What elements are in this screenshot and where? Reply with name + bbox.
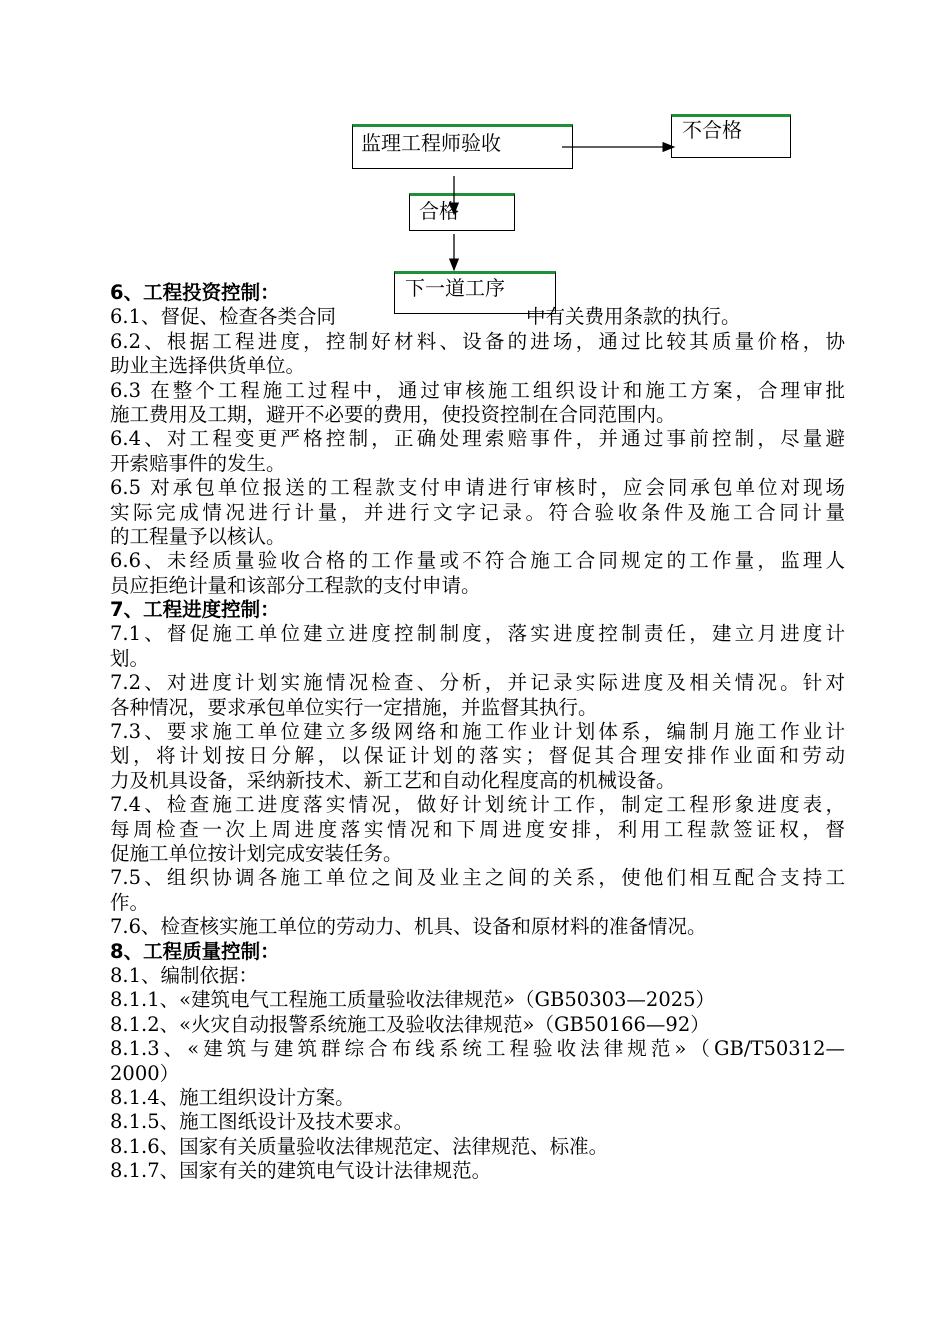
paragraph-6-4: 6.4、对工程变更严格控制，正确处理索赔事件，并通过事前控制，尽量避 bbox=[110, 427, 845, 451]
paragraph-7-3-end: 力及机具设备，采纳新技术、新工艺和自动化程度高的机械设备。 bbox=[110, 768, 676, 792]
pass-label: 合格 bbox=[419, 199, 459, 223]
paragraph-7-3: 7.3、要求施工单位建立多级网络和施工作业计划体系，编制月施工作业计 bbox=[110, 720, 845, 744]
section-heading-6: 6、工程投资控制： bbox=[110, 281, 280, 304]
paragraph-7-4: 7.4、检查施工进度落实情况，做好计划统计工作，制定工程形象进度表， bbox=[110, 793, 845, 817]
paragraph-7-1-cont: 划。 bbox=[110, 646, 150, 670]
paragraph-6-2: 6.2、根据工程进度，控制好材料、设备的进场，通过比较其质量价格，协 bbox=[110, 329, 845, 353]
document-body bbox=[110, 281, 845, 1183]
paragraph-6-6: 6.6、未经质量验收合格的工作量或不符合施工合同规定的工作量，监理人 bbox=[110, 549, 845, 573]
paragraph-8-1-6: 8.1.6、国家有关质量验收法律规范定、法律规范、标准。 bbox=[110, 1134, 609, 1158]
paragraph-8-1-3: 8.1.3、«建筑与建筑群综合布线系统工程验收法律规范»（GB/T50312— bbox=[110, 1037, 845, 1061]
paragraph-6-3: 6.3 在整个工程施工过程中，通过审核施工组织设计和施工方案，合理审批 bbox=[110, 378, 845, 402]
section-heading-7: 7、工程进度控制： bbox=[110, 598, 280, 622]
paragraph-7-6: 7.6、检查核实施工单位的劳动力、机具、设备和原材料的准备情况。 bbox=[110, 915, 707, 939]
paragraph-8-1-5: 8.1.5、施工图纸设计及技术要求。 bbox=[110, 1110, 414, 1134]
paragraph-7-3-cont: 划，将计划按日分解，以保证计划的落实；督促其合理安排作业面和劳动 bbox=[110, 744, 845, 768]
paragraph-8-1-1: 8.1.1、«建筑电气工程施工质量验收法律规范»（GB50303—2025） bbox=[110, 988, 716, 1012]
paragraph-8-1-3-cont: 2000） bbox=[110, 1061, 180, 1085]
paragraph-7-4-cont: 每周检查一次上周进度落实情况和下周进度安排，利用工程款签证权，督 bbox=[110, 817, 845, 841]
paragraph-6-3-cont: 施工费用及工期，避开不必要的费用，使投资控制在合同范围内。 bbox=[110, 402, 676, 426]
paragraph-8-1: 8.1、编制依据： bbox=[110, 963, 259, 987]
paragraph-6-6-cont: 员应拒绝计量和该部分工程款的支付申请。 bbox=[110, 573, 481, 597]
paragraph-7-2-cont: 各种情况，要求承包单位实行一定措施，并监督其执行。 bbox=[110, 695, 598, 719]
paragraph-6-5-end: 的工程量予以核认。 bbox=[110, 524, 286, 548]
paragraph-8-1-2: 8.1.2、«火灾自动报警系统施工及验收法律规范»（GB50166—92） bbox=[110, 1012, 710, 1036]
paragraph-8-1-4: 8.1.4、施工组织设计方案。 bbox=[110, 1085, 355, 1109]
paragraph-7-1: 7.1、督促施工单位建立进度控制制度，落实进度控制责任，建立月进度计 bbox=[110, 622, 845, 646]
paragraph-7-2: 7.2、对进度计划实施情况检查、分析，并记录实际进度及相关情况。针对 bbox=[110, 671, 845, 695]
section-heading-8: 8、工程质量控制： bbox=[110, 939, 280, 963]
next-step-label: 下一道工序 bbox=[405, 276, 505, 300]
paragraph-6-5: 6.5 对承包单位报送的工程款支付申请进行审核时，应会同承包单位对现场 bbox=[110, 476, 845, 500]
paragraph-7-5: 7.5、组织协调各施工单位之间及业主之间的关系，使他们相互配合支持工 bbox=[110, 866, 845, 890]
inspection-label: 监理工程师验收 bbox=[361, 131, 501, 155]
paragraph-7-5-cont: 作。 bbox=[110, 890, 150, 914]
paragraph-7-4-end: 促施工单位按计划完成安装任务。 bbox=[110, 841, 403, 865]
paragraph-6-2-cont: 助业主选择供货单位。 bbox=[110, 354, 306, 378]
paragraph-6-5-cont: 实际完成情况进行计量，并进行文字记录。符合验收条件及施工合同计量 bbox=[110, 500, 845, 524]
paragraph-6-1: 6.1、督促、检查各类合同 中有关费用条款的执行。 bbox=[110, 305, 741, 329]
paragraph-8-1-7: 8.1.7、国家有关的建筑电气设计法律规范。 bbox=[110, 1159, 492, 1183]
paragraph-6-4-cont: 开索赔事件的发生。 bbox=[110, 451, 286, 475]
fail-label: 不合格 bbox=[682, 118, 742, 142]
